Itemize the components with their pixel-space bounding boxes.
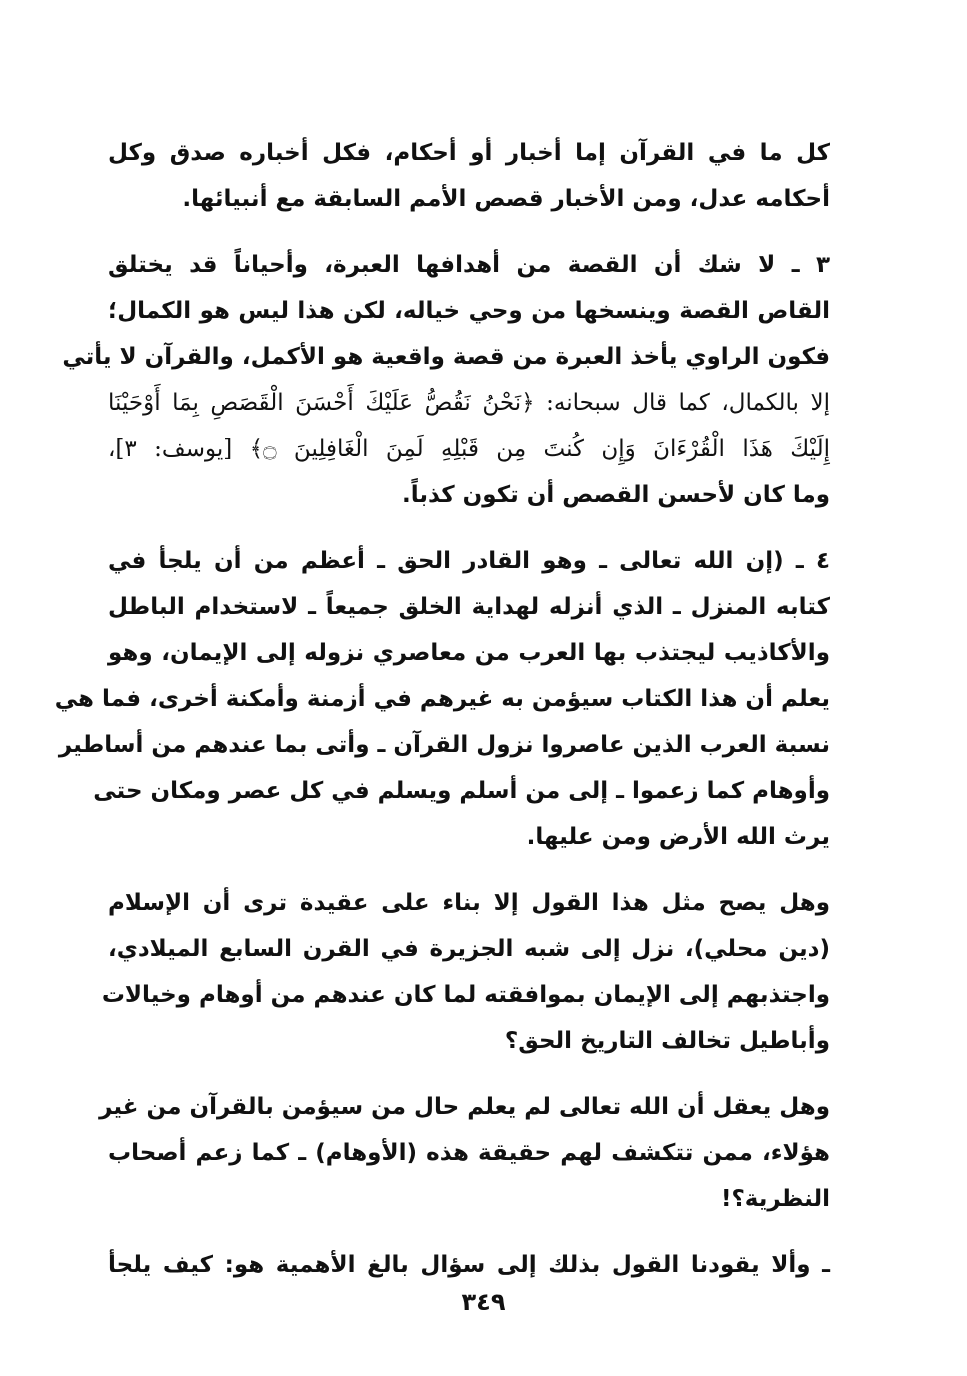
text-line: كتابه المنزل ـ الذي أنزله لهداية الخلق جميعاً ـ لاستخدام الباطل [108, 594, 830, 620]
text-line: واجتذبهم إلى الإيمان بموافقته لما كان عندهم من أوهام وخيالات [101, 982, 830, 1008]
text-line: هؤلاء، ممن تتكشف لهم حقيقة هذه (الأوهام) ـ كما زعم أصحاب [108, 1140, 830, 1166]
text-line: وهل يصح مثل هذا القول إلا بناء على عقيدة ترى أن الإسلام [108, 890, 830, 916]
text-line: أحكامه عدل، ومن الأخبار قصص الأمم السابقة مع أنبيائها. [182, 186, 830, 212]
text-line: يرث الله الأرض ومن عليها. [526, 824, 830, 850]
document-page [54, 130, 830, 1310]
text-line: القاص القصة وينسخها من وحي خياله، لكن هذا ليس هو الكمال؛ [108, 298, 830, 324]
text-line: ٤ ـ (إن الله تعالى ـ وهو القادر الحق ـ أعظم من أن يلجأ في [108, 548, 830, 574]
text-line: ٣ ـ لا شك أن القصة من أهدافها العبرة، وأحياناً قد يختلق [108, 252, 830, 278]
text-line: فكون الراوي يأخذ العبرة من قصة واقعية هو الأكمل، والقرآن لا يأتي [62, 344, 830, 370]
text-line: وهل يعقل أن الله تعالى لم يعلم حال من سيؤمن بالقرآن من غير [99, 1094, 830, 1120]
text-line: (دين محلي)، نزل إلى شبه الجزيرة في القرن السابع الميلادي، [108, 936, 830, 962]
text-line: يعلم أن هذا الكتاب سيؤمن به غيرهم في أزمنة وأمكنة أخرى، فما هي [54, 686, 830, 712]
paragraph-3 [54, 538, 830, 860]
quran-verse-line: إِلَيْكَ هَذَا الْقُرْءَانَ وَإِن كُنتَ مِن قَبْلِهِ لَمِنَ الْغَافِلِينَ ۝﴾ [يوسف: ٣]، [108, 436, 830, 462]
text-line: وأباطيل تخالف التاريخ الحق؟ [504, 1028, 830, 1054]
text-line: كل ما في القرآن إما أخبار أو أحكام، فكل أخباره صدق وكل [108, 140, 830, 166]
text-line: وأوهام كما زعموا ـ إلى من أسلم ويسلم في كل عصر ومكان حتى [93, 778, 830, 804]
paragraph-1 [108, 130, 830, 222]
page-number: ٣٤٩ [461, 1288, 506, 1316]
text-line: وما كان لأحسن القصص أن تكون كذباً. [401, 482, 830, 508]
paragraph-4 [101, 880, 830, 1064]
text-line: نسبة العرب الذين عاصروا نزول القرآن ـ وأتى بما عندهم من أساطير [58, 732, 830, 758]
quran-verse-line: إلا بالكمال، كما قال سبحانه: ﴿نَحْنُ نَقُصُّ عَلَيْكَ أَحْسَنَ الْقَصَصِ بِمَا أَوْحَيْنَا [108, 390, 830, 416]
text-line: والأكاذيب ليجتذب بها العرب من معاصري نزوله إلى الإيمان، وهو [108, 640, 830, 666]
paragraph-5 [99, 1084, 830, 1222]
text-line: ـ وألا يقودنا القول بذلك إلى سؤال بالغ الأهمية هو: كيف يلجأ [108, 1252, 830, 1278]
paragraph-2 [62, 242, 830, 518]
text-line: النظرية؟! [720, 1186, 830, 1212]
paragraph-6 [108, 1242, 830, 1288]
